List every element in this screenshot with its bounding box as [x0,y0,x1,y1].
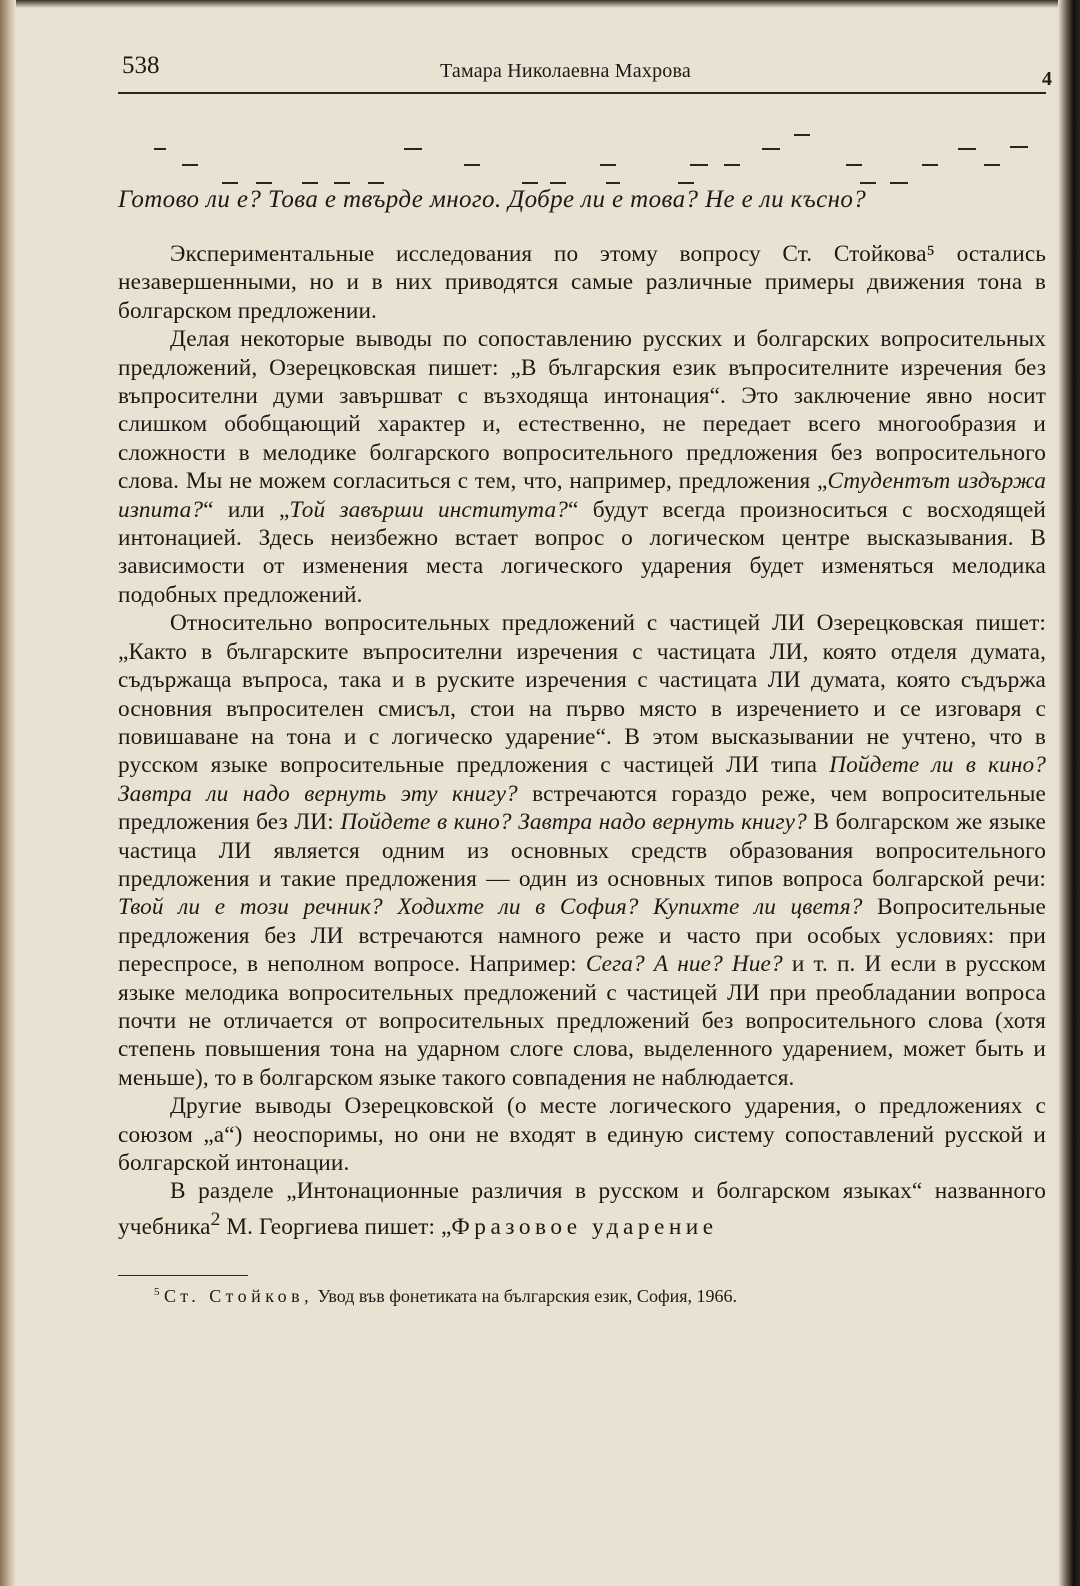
intonation-dash [302,182,318,184]
text-run: Относительно вопросительных предложений с частицей ЛИ Озерецковская пишет: „Както в българските въпросителни изречения с частицата ЛИ, която отделя думата, съдържаща въпроса, така и в руските изречения с частицата ЛИ думата, която съдържа основния въпросителен смисъл, стои на първо място в изречението и се изговаря с повишаване на тона и с логическо ударение“. В этом высказывании не учтено, что в русском языке вопросительные предложения с частицей ЛИ типа [118,610,1046,779]
intonation-dash [922,164,938,166]
italic-example: Пойдете в кино? Завтра надо вернуть книгу? [340,809,807,836]
footnote [154,1286,1046,1307]
intonation-dash [846,164,862,166]
book-page [118,40,1052,1307]
intonation-dash [464,164,480,166]
intonation-dash [334,182,350,184]
paragraph-3 [118,609,1046,1092]
text-run: Делая некоторые выводы по сопоставлению русских и болгарских вопросительных предложений, Озерецковская пишет: „В българския език въпросителните изречения без въпросителни думи завършват с възходяща интонация“. Это заключение явно носит слишком обобщающий характер и, естественно, не передает всего многообразия и сложности в мелодике болгарского вопросительного предложения без вопросительного слова. Мы не можем согласиться с тем, что, например, предложения „ [118,326,1046,495]
intonation-dash [958,148,976,150]
paragraph-1: Экспериментальные исследования по этому вопросу Ст. Стойкова⁵ остались незавершенными, но и в них приводятся самые различные примеры движения тона в болгарском предложении. [118,241,1046,324]
intonation-dash [154,148,166,150]
book-spine-right [1058,0,1080,1586]
intonation-dash [522,182,538,184]
italic-example: Твой ли е този речник? Ходихте ли в София? Купихте ли цветя? [118,894,863,921]
intonation-marks [118,94,1046,186]
intonation-dash [404,148,422,150]
margin-mark: 4 [1042,68,1052,90]
text-run: встречаются гораздо реже, чем вопросительные предложения без ЛИ: [118,780,1046,836]
footnote-ref: 2 [210,1208,221,1230]
italic-example: Той завърши института? [289,496,569,523]
footnote-mark: 5 [154,1285,160,1298]
footnote-author: Ст. Стойков, [164,1285,314,1306]
text-run: Вопросительные предложения без ЛИ встречаются намного реже и часто при особых условиях: при переспросе, в неполном вопросе. Например: [118,894,1046,978]
intonation-dash [256,182,272,184]
text-run: В разделе „Интонационные различия в русском и болгарском языках“ названного учебника [118,1178,1046,1240]
paragraph-5 [118,1177,1046,1241]
intonation-dash [550,182,566,184]
intonation-dash [794,134,810,136]
intonation-dash [984,164,1000,166]
page-header [118,40,1052,94]
page-top-edge [0,0,1080,8]
text-run: В болгарском же языке частица ЛИ является одним из основных средств образования вопросительного предложения и такие предложения — один из основных типов вопроса болгарской речи: [118,809,1046,892]
italic-example: Сега? А ние? Ние? [585,951,783,978]
text-run: “ будут всегда произноситься с восходящей интонацией. Здесь неизбежно встает вопрос о логическом центре высказывания. В зависимости от изменения места логического ударения будет изменяться мелодика подобных предложений. [118,496,1047,608]
intonation-dash [182,164,198,166]
intonation-dash [724,164,740,166]
text-run: и т. п. И если в русском языке мелодика вопросительных предложений с частицей ЛИ при преобладании вопроса почти не отличается от вопросительных предложений без вопросительного слова (хотя степень повышения тона на ударном слоге слова, выделенного ударением, может быть и меньше), то в болгарском языке такого совпадения не наблюдается. [118,951,1046,1091]
text-run: М. Георгиева пишет: „ [220,1213,452,1240]
body-text [118,240,1046,1241]
intonation-dash [368,182,384,184]
example-sentences: Готово ли е? Това е твърде много. Добре ли е това? Не е ли късно? [118,186,867,213]
intonation-dash [678,182,694,184]
text-run: “ или „ [203,496,290,523]
footnote-text: Увод във фонетиката на българския език, София, 1966. [313,1285,738,1306]
spaced-term: Фразовое ударение [451,1213,718,1240]
intonation-dash [1010,146,1028,148]
italic-example: Пойдете ли в кино? Завтра ли надо вернуть эту книгу? [118,752,1046,807]
intonation-dash [860,182,876,184]
page-number: 538 [122,52,160,79]
intonation-dash [890,182,908,184]
italic-example: Студентът издържа изпита? [118,468,1046,523]
paragraph-4: Другие выводы Озерецковской (о месте логического ударения, о предложениях с союзом „а“) неоспоримы, но они не входят в единую систему сопоставлений русской и болгарской интонации. [118,1093,1046,1176]
intonation-dash [606,182,620,184]
paragraph-2 [118,325,1046,609]
intonation-dash [222,182,238,184]
book-spine-left [0,0,16,1586]
running-title: Тамара Николаевна Махрова [440,60,691,82]
footnote-rule [118,1275,248,1276]
intonation-dash [600,164,616,166]
intonation-dash [690,164,708,166]
intonation-dash [762,148,780,150]
